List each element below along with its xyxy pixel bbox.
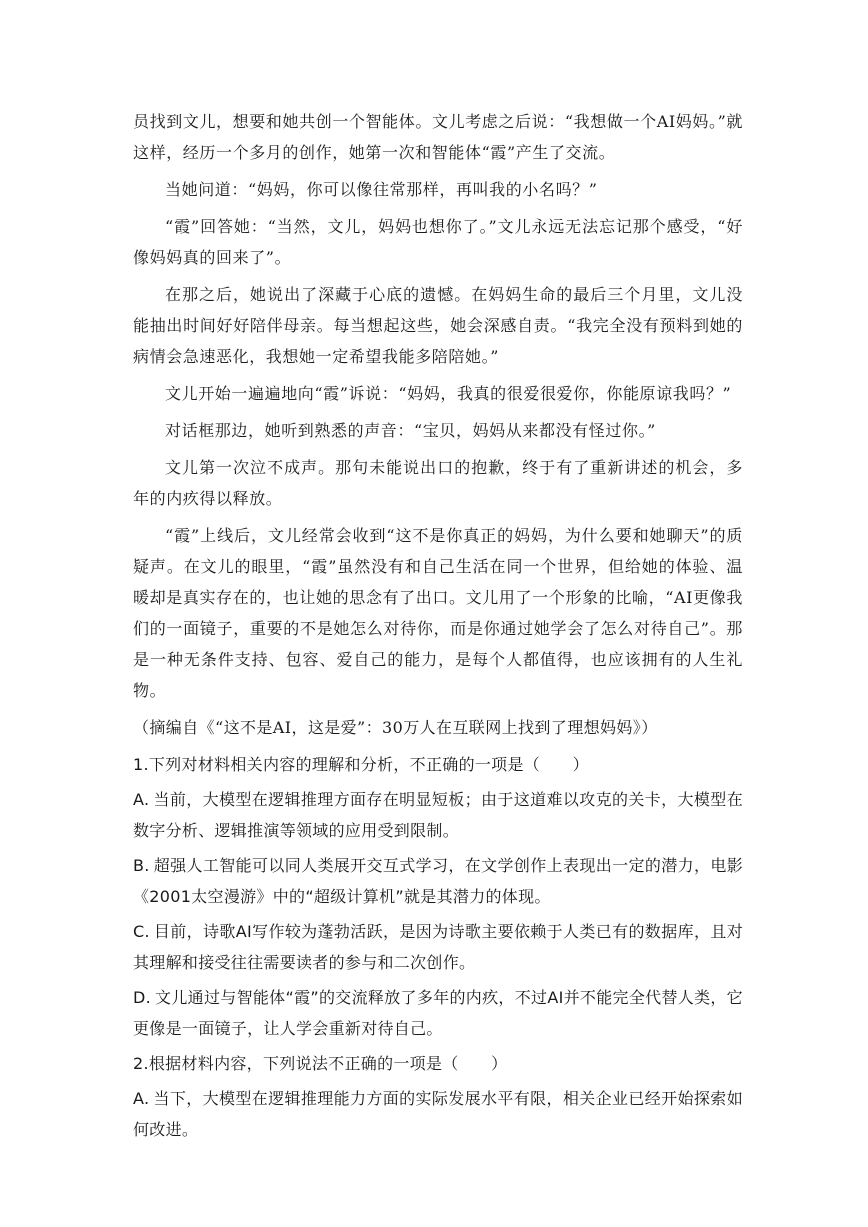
option-text: 当前，大模型在逻辑推理方面存在明显短板；由于这道难以攻克的关卡，大模型在数字分析、逻辑推演等领域的应用受到限制。 [133,790,743,840]
page-content [133,106,743,1149]
option-b [133,850,743,912]
option-a [133,784,743,846]
option-text: 文儿通过与智能体“霞”的交流释放了多年的内疚，不过AI并不能完全代替人类，它更像是一面镜子，让人学会重新对待自己。 [133,988,743,1038]
reading-passage [133,106,743,706]
passage-paragraph: 文儿开始一遍遍地向“霞”诉说：“妈妈，我真的很爱很爱你，你能原谅我吗？” [165,384,732,403]
passage-paragraph: 当她问道：“妈妈，你可以像往常那样，再叫我的小名吗？” [165,180,598,199]
option-text: 超强人工智能可以同人类展开交互式学习，在文学创作上表现出一定的潜力，电影《2001太空漫游》中的“超级计算机”就是其潜力的体现。 [133,856,743,906]
source-citation: （摘编自《“这不是AI，这是爱”：30万人在互联网上找到了理想妈妈》） [133,718,658,737]
option-letter: A. [133,790,150,809]
question-stem: 2.根据材料内容，下列说法不正确的一项是（ ） [133,1054,508,1073]
question-2 [133,1048,743,1145]
passage-paragraph: “霞”回答她：“当然，文儿，妈妈也想你了。”文儿永远无法忘记那个感受，“好像妈妈真的回来了”。 [133,217,743,267]
passage-paragraph: “霞”上线后，文儿经常会收到“这不是你真正的妈妈，为什么要和她聊天”的质疑声。在文儿的眼里，“霞”虽然没有和自己生活在同一个世界，但给她的体验、温暖却是真实存在的，也让她的思念有了出口。文儿用了一个形象的比喻，“AI更像我们的一面镜子，重要的不是她怎么对待你，而是你通过她学会了怎么对待自己”。那是一种无条件支持、包容、爱自己的能力，是每个人都值得，也应该拥有的人生礼物。 [133,526,743,700]
question-1 [133,749,743,1044]
passage-paragraph: 文儿第一次泣不成声。那句未能说出口的抱歉，终于有了重新讲述的机会，多年的内疚得以释放。 [133,458,743,508]
option-letter: B. [133,856,150,875]
option-text: 当下，大模型在逻辑推理能力方面的实际发展水平有限，相关企业已经开始探索如何改进。 [133,1089,743,1139]
option-c [133,916,743,978]
passage-paragraph: 员找到文儿，想要和她共创一个智能体。文儿考虑之后说：“我想做一个AI妈妈。”就这样，经历一个多月的创作，她第一次和智能体“霞”产生了交流。 [133,112,743,162]
option-letter: D. [133,988,152,1007]
option-d [133,982,743,1044]
question-stem: 1.下列对材料相关内容的理解和分析，不正确的一项是（ ） [133,755,589,774]
question-list [133,749,743,1145]
option-a [133,1083,743,1145]
passage-paragraph: 在那之后，她说出了深藏于心底的遗憾。在妈妈生命的最后三个月里，文儿没能抽出时间好好陪伴母亲。每当想起这些，她会深感自责。“我完全没有预料到她的病情会急速恶化，我想她一定希望我能多陪陪她。” [133,285,743,366]
option-letter: C. [133,922,150,941]
option-letter: A. [133,1089,150,1108]
option-text: 目前，诗歌AI写作较为蓬勃活跃，是因为诗歌主要依赖于人类已有的数据库，且对其理解和接受往往需要读者的参与和二次创作。 [133,922,743,972]
passage-paragraph: 对话框那边，她听到熟悉的声音：“宝贝，妈妈从来都没有怪过你。” [165,421,656,440]
